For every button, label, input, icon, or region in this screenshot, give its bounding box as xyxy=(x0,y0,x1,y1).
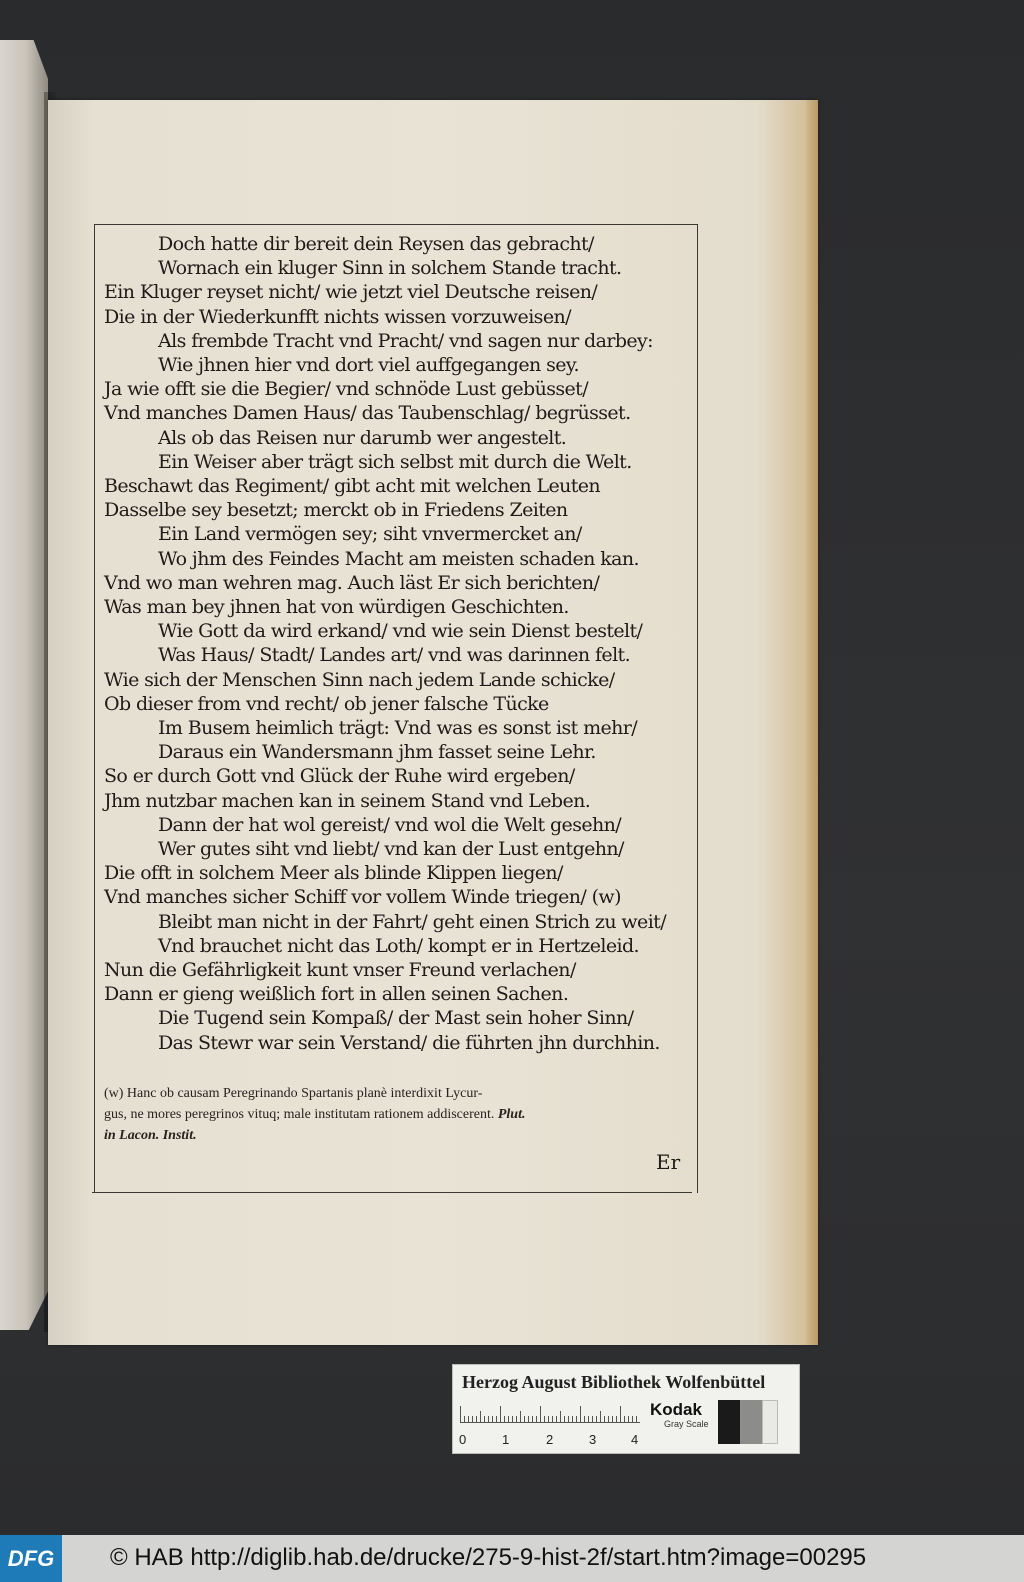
verse-line: Vnd wo man wehren mag. Auch läst Er sich berichten/ xyxy=(104,572,600,594)
verse-line: Beschawt das Regiment/ gibt acht mit welchen Leuten xyxy=(104,475,601,497)
footnote xyxy=(104,1083,694,1146)
ruler-tick xyxy=(600,1411,601,1422)
verse-line: So er durch Gott vnd Glück der Ruhe wird ergeben/ xyxy=(104,765,575,787)
verse-line: Die in der Wiederkunfft nichts wissen vorzuweisen/ xyxy=(104,306,571,328)
ruler-number-0: 0 xyxy=(459,1432,467,1447)
ruler-tick xyxy=(604,1416,605,1422)
ruler-tick xyxy=(572,1416,573,1422)
verse-line: Als ob das Reisen nur darumb wer angestelt. xyxy=(158,427,567,449)
ruler-tick xyxy=(564,1416,565,1422)
ruler-tick xyxy=(620,1406,621,1422)
copyright-url[interactable]: © HAB http://diglib.hab.de/drucke/275-9-hist-2f/start.htm?image=00295 xyxy=(110,1544,867,1571)
verse-line: Jhm nutzbar machen kan in seinem Stand vnd Leben. xyxy=(104,790,591,812)
ruler-tick xyxy=(584,1416,585,1422)
ruler-tick xyxy=(480,1411,481,1422)
ruler-tick xyxy=(464,1416,465,1422)
verse-line: Das Stewr war sein Verstand/ die führten jhn durchhin. xyxy=(158,1032,660,1054)
ruler-tick xyxy=(552,1416,553,1422)
verse-line: Ein Land vermögen sey; siht vnvermercket an/ xyxy=(158,523,582,545)
ruler-tick xyxy=(548,1416,549,1422)
verse-line: Was Haus/ Stadt/ Landes art/ vnd was darinnen felt. xyxy=(158,644,631,666)
ruler-tick xyxy=(472,1416,473,1422)
ruler-tick xyxy=(532,1416,533,1422)
verse-line: Ob dieser from vnd recht/ ob jener falsche Tücke xyxy=(104,693,549,715)
ruler-tick xyxy=(476,1416,477,1422)
ruler-tick xyxy=(580,1406,581,1422)
footnote-line-2: gus, ne mores peregrinos vituq; male institutam rationem addiscerent. xyxy=(104,1107,495,1122)
ruler-tick xyxy=(524,1416,525,1422)
library-name-label: Herzog August Bibliothek Wolfenbüttel xyxy=(462,1372,766,1392)
ruler-tick xyxy=(488,1416,489,1422)
ruler-number-4: 4 xyxy=(631,1432,639,1447)
footnote-source-a: Plut. xyxy=(497,1107,526,1122)
footnote-line-1: (w) Hanc ob causam Peregrinando Spartanis planè interdixit Lycur- xyxy=(104,1086,483,1101)
text-frame-bottom-rule xyxy=(92,1192,692,1193)
ruler-tick xyxy=(556,1416,557,1422)
ruler-tick xyxy=(576,1416,577,1422)
ruler-tick xyxy=(632,1416,633,1422)
ruler-number-3: 3 xyxy=(589,1432,597,1447)
ruler-tick xyxy=(544,1416,545,1422)
verse-line: Die offt in solchem Meer als blinde Klippen liegen/ xyxy=(104,862,563,884)
measurement-ruler xyxy=(460,1404,640,1423)
footnote-source-b: in Lacon. Instit. xyxy=(104,1128,197,1143)
verse-line: Doch hatte dir bereit dein Reysen das gebracht/ xyxy=(158,233,594,255)
verse-line: Wie jhnen hier vnd dort viel auffgegangen sey. xyxy=(158,354,579,376)
verse-line: Die Tugend sein Kompaß/ der Mast sein hoher Sinn/ xyxy=(158,1007,634,1029)
ruler-tick xyxy=(596,1416,597,1422)
ruler-number-1: 1 xyxy=(502,1432,510,1447)
ruler-tick xyxy=(492,1416,493,1422)
ruler-tick xyxy=(628,1416,629,1422)
ruler-tick xyxy=(460,1406,461,1422)
verse-line: Als frembde Tracht vnd Pracht/ vnd sagen nur darbey: xyxy=(158,330,653,352)
ruler-tick xyxy=(500,1406,501,1422)
ruler-tick xyxy=(636,1416,637,1422)
ruler-tick xyxy=(536,1416,537,1422)
verse-line: Ein Kluger reyset nicht/ wie jetzt viel Deutsche reisen/ xyxy=(104,281,598,303)
previous-page-edge xyxy=(0,40,48,1330)
page-edge-foxing xyxy=(806,100,818,1345)
ruler-tick xyxy=(560,1411,561,1422)
ruler-tick xyxy=(624,1416,625,1422)
verse-line: Dann der hat wol gereist/ vnd wol die Welt gesehn/ xyxy=(158,814,622,836)
verse-line: Wer gutes siht vnd liebt/ vnd kan der Lust entgehn/ xyxy=(158,838,624,860)
ruler-tick xyxy=(520,1411,521,1422)
ruler-tick xyxy=(468,1416,469,1422)
gray-patch-mid xyxy=(740,1400,762,1444)
catchword: Er xyxy=(656,1150,681,1174)
gray-patch-black xyxy=(718,1400,740,1444)
verse-line: Vnd manches sicher Schiff vor vollem Winde triegen/ (w) xyxy=(104,886,621,908)
ruler-tick xyxy=(588,1416,589,1422)
verse-line: Im Busem heimlich trägt: Vnd was es sonst ist mehr/ xyxy=(158,717,638,739)
ruler-tick xyxy=(504,1416,505,1422)
verse-line: Nun die Gefährligkeit kunt vnser Freund verlachen/ xyxy=(104,959,576,981)
ruler-tick xyxy=(496,1416,497,1422)
verse-line: Daraus ein Wandersmann jhm fasset seine Lehr. xyxy=(158,741,596,763)
ruler-tick xyxy=(616,1416,617,1422)
verse-line: Vnd brauchet nicht das Loth/ kompt er in Hertzeleid. xyxy=(158,935,639,957)
ruler-tick xyxy=(568,1416,569,1422)
ruler-tick xyxy=(612,1416,613,1422)
ruler-tick xyxy=(516,1416,517,1422)
dfg-logo: DFG xyxy=(0,1535,62,1582)
verse-line: Wie sich der Menschen Sinn nach jedem Lande schicke/ xyxy=(104,669,615,691)
verse-line: Ein Weiser aber trägt sich selbst mit durch die Welt. xyxy=(158,451,632,473)
verse-line: Dann er gieng weißlich fort in allen seinen Sachen. xyxy=(104,983,569,1005)
ruler-tick xyxy=(528,1416,529,1422)
verse-line: Vnd manches Damen Haus/ das Taubenschlag/ begrüsset. xyxy=(104,402,631,424)
gray-patch-white xyxy=(762,1400,778,1444)
verse-line: Was man bey jhnen hat von würdigen Geschichten. xyxy=(104,596,569,618)
verse-line: Ja wie offt sie die Begier/ vnd schnöde Lust gebüsset/ xyxy=(104,378,589,400)
ruler-number-2: 2 xyxy=(546,1432,554,1447)
verse-line: Wo jhm des Feindes Macht am meisten schaden kan. xyxy=(158,548,639,570)
kodak-grayscale-label: Gray Scale xyxy=(664,1419,709,1429)
ruler-tick xyxy=(508,1416,509,1422)
verse-line: Dasselbe sey besetzt; merckt ob in Friedens Zeiten xyxy=(104,499,568,521)
ruler-tick xyxy=(484,1416,485,1422)
ruler-tick xyxy=(540,1406,541,1422)
ruler-tick xyxy=(512,1416,513,1422)
kodak-logo-text: Kodak xyxy=(650,1400,702,1419)
ruler-tick xyxy=(592,1416,593,1422)
verse-line: Wie Gott da wird erkand/ vnd wie sein Dienst bestelt/ xyxy=(158,620,643,642)
ruler-tick xyxy=(608,1416,609,1422)
verse-line: Bleibt man nicht in der Fahrt/ geht einen Strich zu weit/ xyxy=(158,911,667,933)
verse-line: Wornach ein kluger Sinn in solchem Stande tracht. xyxy=(158,257,622,279)
